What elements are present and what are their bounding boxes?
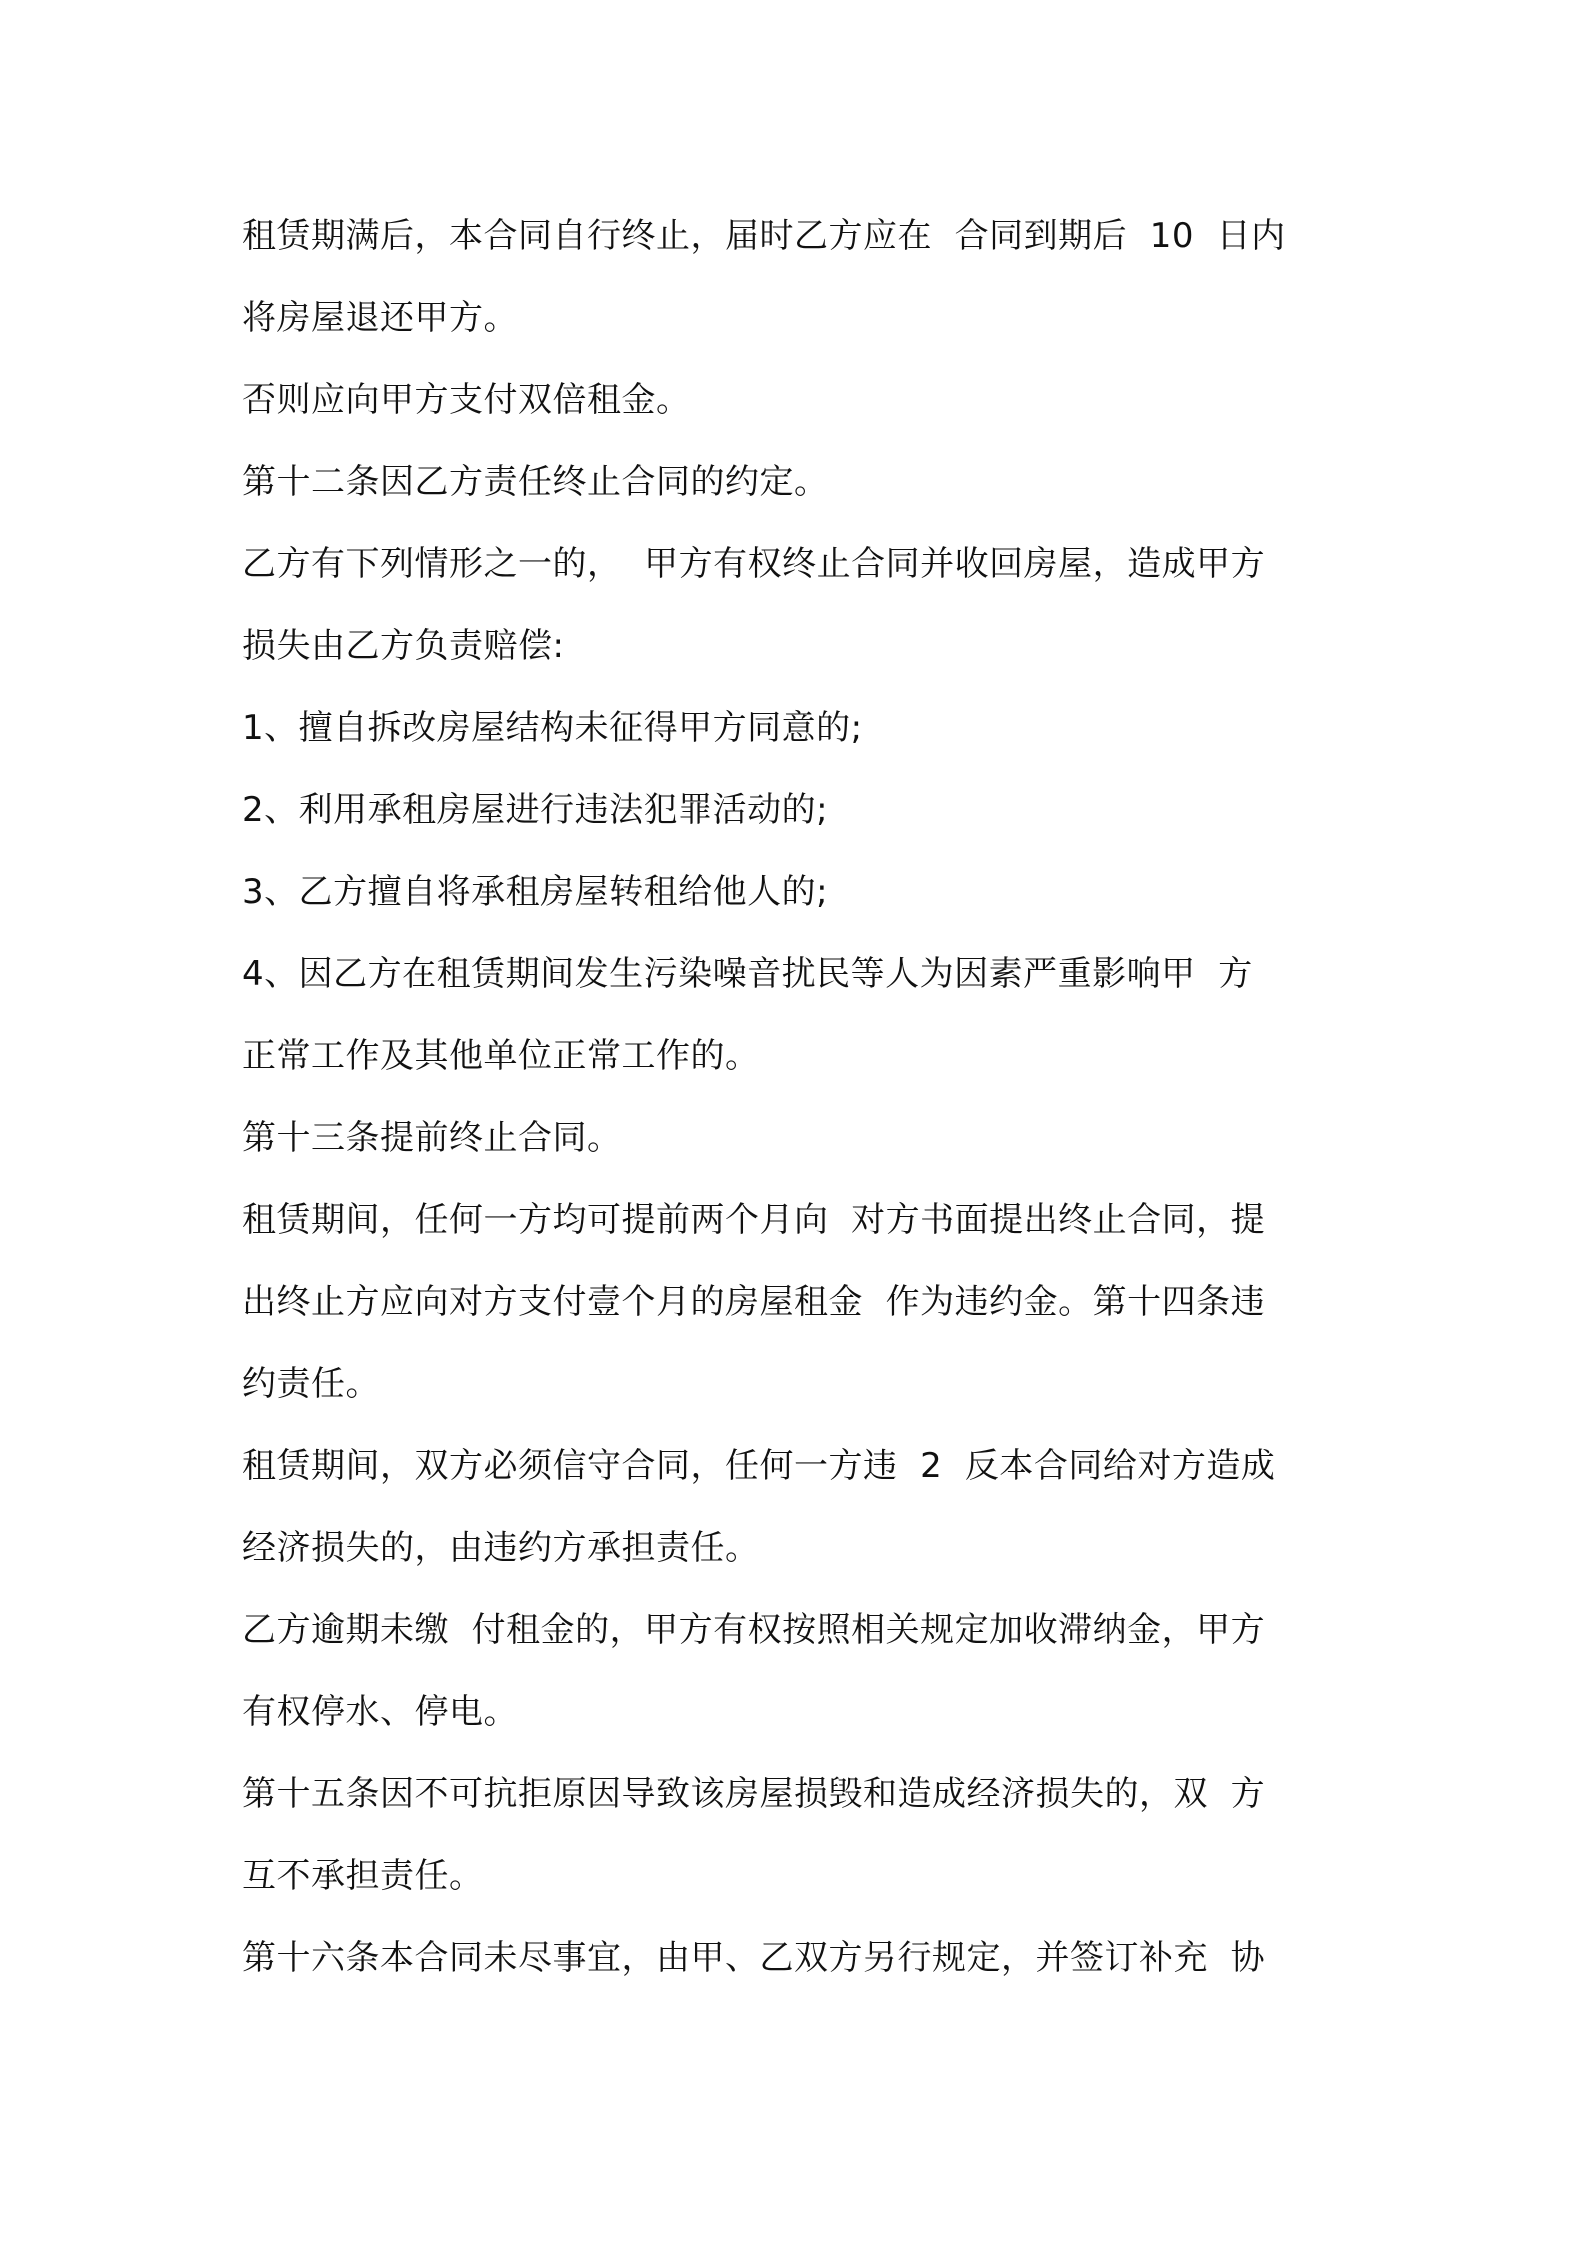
text-line-3: 否则应向甲方支付双倍租金。	[242, 380, 691, 420]
text-line-15: 约责任。	[242, 1364, 380, 1404]
text-line-2: 将房屋退还甲方。	[242, 298, 518, 338]
text-line-6: 损失由乙方负责赔偿:	[242, 626, 565, 666]
text-line-11: 正常工作及其他单位正常工作的。	[242, 1036, 760, 1076]
contract-text	[242, 195, 1357, 1999]
text-line-10: 4、因乙方在租赁期间发生污染噪音扰民等人为因素严重影响甲 方	[242, 954, 1253, 994]
text-line-18: 乙方逾期未缴 付租金的，甲方有权按照相关规定加收滞纳金，甲方	[242, 1610, 1266, 1650]
text-line-8: 2、利用承租房屋进行违法犯罪活动的;	[242, 790, 829, 830]
text-line-4: 第十二条因乙方责任终止合同的约定。	[242, 462, 829, 502]
text-line-22: 第十六条本合同未尽事宜，由甲、乙双方另行规定，并签订补充 协	[242, 1938, 1266, 1978]
text-line-16: 租赁期间，双方必须信守合同，任何一方违 2 反本合同给对方造成	[242, 1446, 1276, 1486]
text-line-1: 租赁期满后，本合同自行终止，届时乙方应在 合同到期后 10 日内	[242, 216, 1286, 256]
text-line-20: 第十五条因不可抗拒原因导致该房屋损毁和造成经济损失的，双 方	[242, 1774, 1266, 1814]
text-line-14: 出终止方应向对方支付壹个月的房屋租金 作为违约金。第十四条违	[242, 1282, 1266, 1322]
text-line-17: 经济损失的，由违约方承担责任。	[242, 1528, 760, 1568]
text-line-12: 第十三条提前终止合同。	[242, 1118, 622, 1158]
text-line-9: 3、乙方擅自将承租房屋转租给他人的;	[242, 872, 829, 912]
text-line-13: 租赁期间，任何一方均可提前两个月向 对方书面提出终止合同，提	[242, 1200, 1266, 1240]
text-line-7: 1、擅自拆改房屋结构未征得甲方同意的;	[242, 708, 863, 748]
text-line-19: 有权停水、停电。	[242, 1692, 518, 1732]
text-line-5: 乙方有下列情形之一的， 甲方有权终止合同并收回房屋，造成甲方	[242, 544, 1266, 584]
text-line-21: 互不承担责任。	[242, 1856, 484, 1896]
